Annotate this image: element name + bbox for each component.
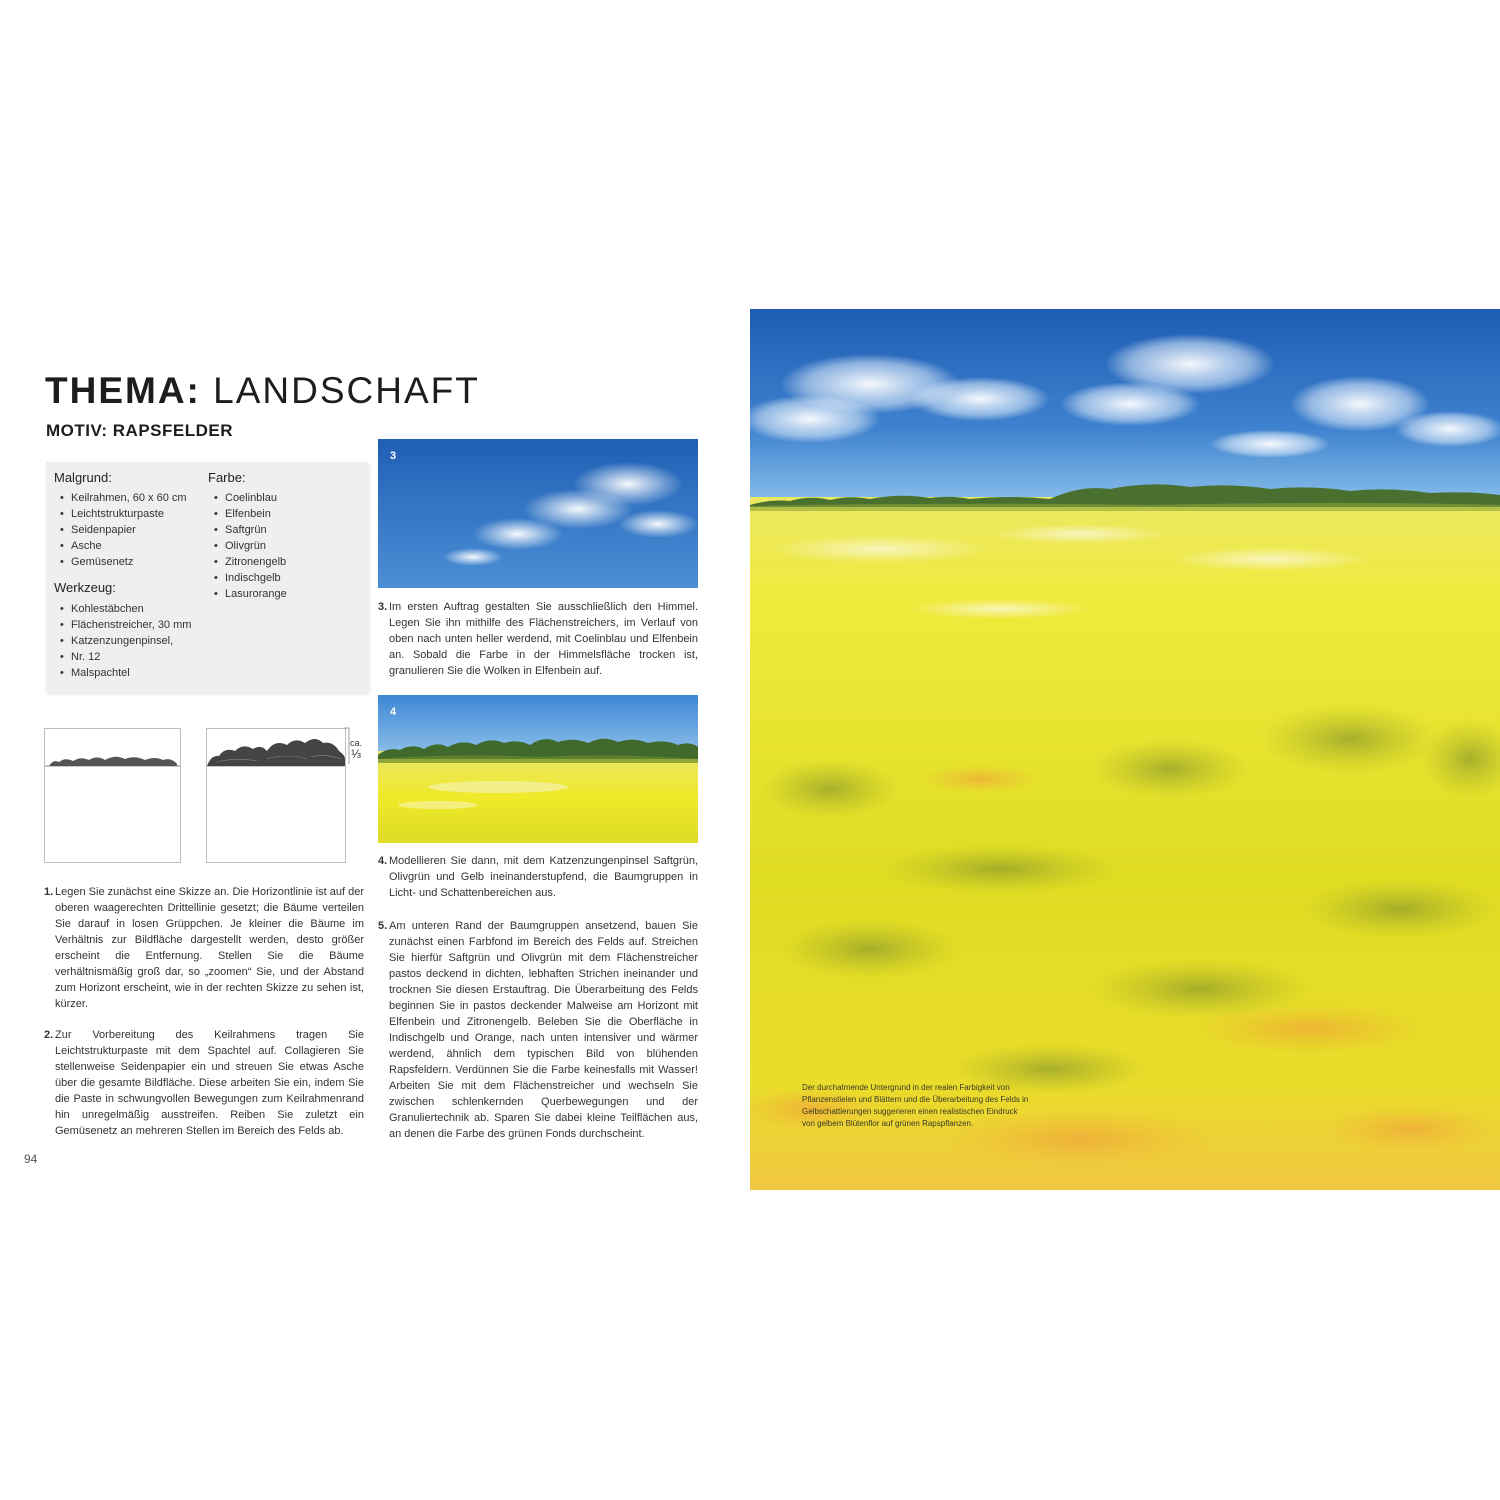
step-body: Modellieren Sie dann, mit dem Katzenzungenpinsel Saftgrün, Olivgrün und Gelb ineinanderstupfend, die Baumgruppen in Licht- und Schattenbereichen aus. [389, 855, 698, 899]
malgrund-heading: Malgrund: [54, 470, 112, 485]
step-body: Legen Sie zunächst eine Skizze an. Die Horizontlinie ist auf der oberen waagerechten Drittellinie gesetzt; die Bäume verteilen Sie darauf in losen Grüppchen. Je kleiner die Bäume im Verhältnis zur Bildfläche dargestellt werden, desto größer erscheint die Entfernung. Stellen Sie die Bäume verhältnismäßig groß dar, so „zoomen“ Sie, und der Abstand zum Horizont erscheint, wie in der rechten Skizze zu sehen ist, kürzer. [55, 886, 364, 1010]
step-3-text [378, 599, 698, 679]
sketch-large-trees-drawing [207, 729, 345, 862]
list-item [58, 649, 191, 665]
title-topic: LANDSCHAFT [213, 370, 480, 411]
farbe-heading: Farbe: [208, 470, 246, 485]
list-item: • Gemüsenetz [58, 554, 187, 570]
malgrund-list [58, 490, 187, 570]
list-item: • Coelinblau [212, 490, 287, 506]
photo-number: 3 [390, 450, 397, 462]
step-number: 2. [44, 1029, 54, 1041]
list-item: • Elfenbein [212, 506, 287, 522]
list-item: • Zitronengelb [212, 554, 287, 570]
field-photo-image [378, 695, 698, 843]
list-item: • Flächenstreicher, 30 mm [58, 617, 191, 633]
step-number: 1. [44, 886, 54, 898]
painting-image [750, 309, 1500, 1190]
sketch-small-trees-drawing [45, 729, 180, 862]
materials-box [46, 462, 368, 692]
step-1-text [44, 884, 364, 1012]
step-body: Im ersten Auftrag gestalten Sie ausschließlich den Himmel. Legen Sie ihn mithilfe des Flächenstreichers, im Verlauf von oben nach unten heller werdend, mit Coelinblau und Elfenbein an. Sobald die Farbe in der Himmelsfläche trocken ist, granulieren Sie die Wolken in Elfenbein auf. [389, 601, 698, 677]
list-item: • Leichtstrukturpaste [58, 506, 187, 522]
list-item-continuation: Nr. 12 [71, 651, 101, 663]
step-body: Am unteren Rand der Baumgruppen ansetzend, bauen Sie zunächst einen Farbfond im Bereich des Felds auf. Streichen Sie hierfür Saftgrün und Olivgrün mit dem Flächenstreicher pastos deckend in dichten, lebhaften Strichen ineinander und trocknen Sie diesen Erstauftrag. Die Überarbeitung des Felds beginnen Sie in pastos deckender Malweise am Horizont mit Elfenbein und Zitronengelb. Beleben Sie die Oberfläche in Indischgelb und Orange, nach unten intensiver und wärmer werdend, ähnlich dem typischen Bild von blühenden Rapsfeldern. Verdünnen Sie die Farbe keinesfalls mit Wasser! Arbeiten Sie mit dem Flächenstreicher und wechseln Sie zwischen schlenkernden Querbewegungen und der Granuliertechnik ab. Sparen Sie dabei kleine Teilflächen aus, an denen die Farbe des grünen Fonds durchscheint. [389, 920, 698, 1140]
farbe-list [212, 490, 287, 602]
ratio-label [350, 738, 362, 760]
sketch-large-trees [206, 728, 346, 863]
werkzeug-list [58, 601, 191, 681]
step-2-text [44, 1027, 364, 1139]
step-photo-4 [378, 695, 698, 843]
page-subtitle: MOTIV: RAPSFELDER [46, 421, 234, 440]
list-item: • Kohlestäbchen [58, 601, 191, 617]
page-title [45, 370, 480, 412]
step-number: 3. [378, 601, 388, 613]
list-item: • Seidenpapier [58, 522, 187, 538]
painting-caption: Der durchatmende Untergrund in der realen Farbigkeit von Pflanzenstielen und Blättern und die Überarbeitung des Felds in Gelbschattierungen suggerieren einen realistischen Eindruck von gelbem Blütenflor auf grünen Rapspflanzen. [802, 1083, 1029, 1128]
ratio-label-fraction: ⅓ [351, 747, 362, 761]
step-photo-3 [378, 439, 698, 588]
step-5-text [378, 918, 698, 1142]
rapeseed-field-painting [750, 309, 1500, 1190]
sketch-small-trees [44, 728, 181, 863]
ratio-label-top: ca. [350, 738, 363, 748]
step-4-text [378, 853, 698, 901]
step-body: Zur Vorbereitung des Keilrahmens tragen Sie Leichtstrukturpaste mit dem Spachtel auf. Collagieren Sie stellenweise Seidenpapier ein und streuen Sie etwas Asche über die gesamte Bildfläche. Diese arbeiten Sie ein, indem Sie die Paste in schwungvollen Bewegungen zum Keilrahmenrand hin unregelmäßig ausstreifen. Reiben Sie zuletzt ein Gemüsenetz an mehreren Stellen im Bereich des Felds ab. [55, 1029, 364, 1137]
werkzeug-heading: Werkzeug: [54, 580, 116, 595]
list-item: • Malspachtel [58, 665, 191, 681]
page-number: 94 [24, 1152, 38, 1166]
list-item: • Lasurorange [212, 586, 287, 602]
list-item: • Asche [58, 538, 187, 554]
list-item: • Keilrahmen, 60 x 60 cm [58, 490, 187, 506]
step-number: 5. [378, 920, 388, 932]
list-item: • Katzenzungenpinsel, [58, 633, 191, 649]
photo-number: 4 [390, 706, 397, 718]
step-number: 4. [378, 855, 388, 867]
list-item: • Indischgelb [212, 570, 287, 586]
list-item: • Saftgrün [212, 522, 287, 538]
list-item: • Olivgrün [212, 538, 287, 554]
title-theme: THEMA: [45, 370, 201, 411]
sky-photo-image [378, 439, 698, 588]
